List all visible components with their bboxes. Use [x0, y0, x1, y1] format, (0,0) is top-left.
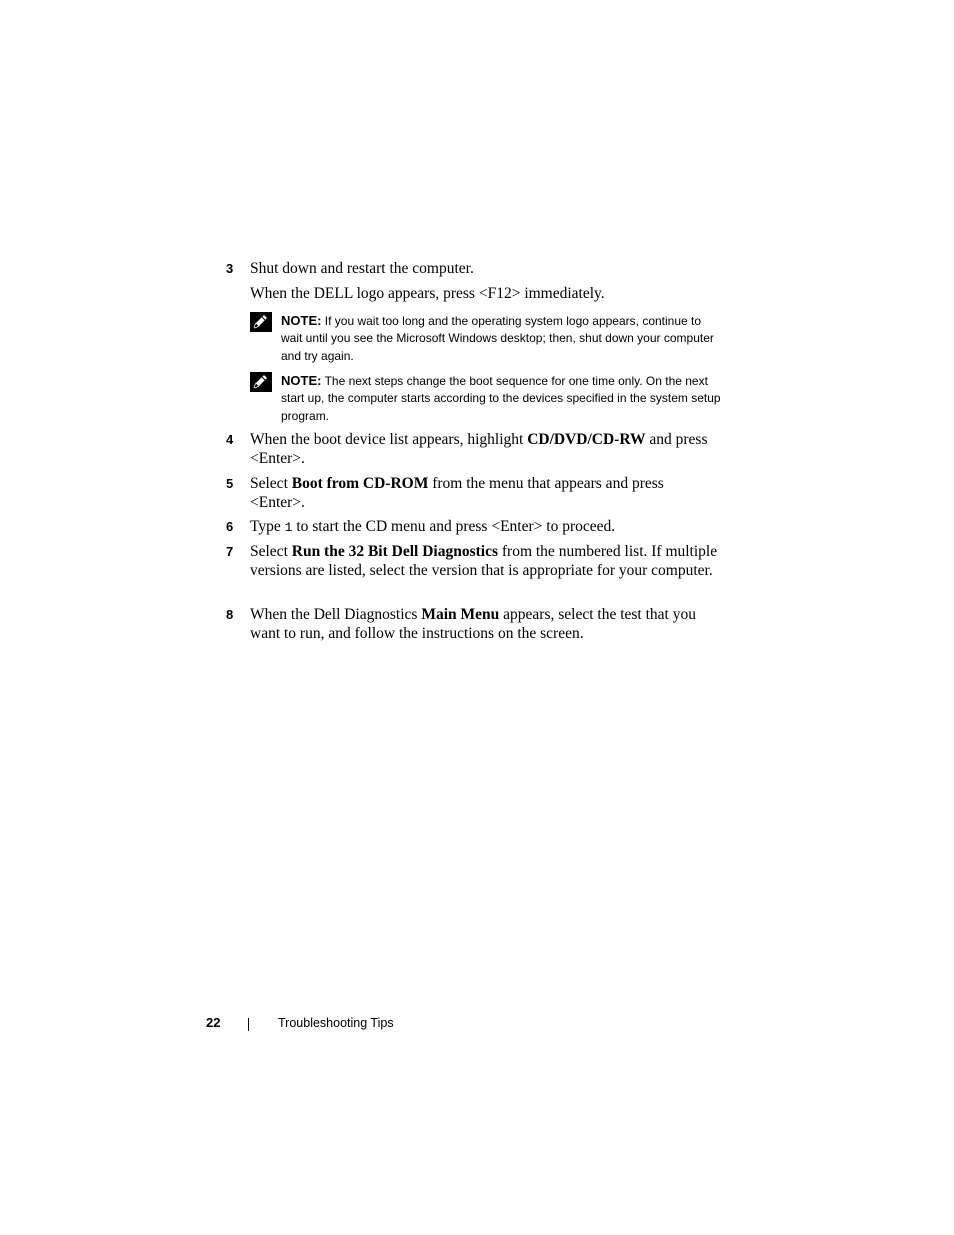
step-number: 3	[226, 261, 234, 276]
note-pencil-icon	[250, 312, 272, 332]
note-pencil-icon	[250, 372, 272, 392]
footer-section-title: Troubleshooting Tips	[278, 1016, 394, 1030]
step-number: 7	[226, 544, 234, 559]
step-number: 4	[226, 432, 234, 447]
code-text: 1	[284, 520, 293, 535]
step-number: 6	[226, 519, 234, 534]
step-text: Shut down and restart the computer.	[250, 260, 474, 277]
step-number: 8	[226, 607, 234, 622]
note-label: NOTE:	[281, 313, 322, 328]
step-text: Type 1 to start the CD menu and press <Enter> to proceed.	[250, 518, 616, 535]
step-text: Select Run the 32 Bit Dell Diagnostics from the numbered list. If multiple versions are listed, select the version that is appropriate for your computer.	[250, 543, 718, 579]
step-text: Select Boot from CD-ROM from the menu that appears and press <Enter>.	[250, 475, 664, 511]
footer-separator	[248, 1018, 249, 1031]
step-number: 5	[226, 476, 234, 491]
step-3-subtext: When the DELL logo appears, press <F12> immediately.	[250, 285, 605, 302]
step-text: When the Dell Diagnostics Main Menu appears, select the test that you want to run, and follow the instructions on the screen.	[250, 606, 696, 642]
note-text: NOTE: The next steps change the boot sequence for one time only. On the next start up, the computer starts according to the devices specified in the system setup program.	[281, 373, 721, 423]
note-label: NOTE:	[281, 373, 322, 388]
page-number: 22	[206, 1015, 221, 1030]
note-text: NOTE: If you wait too long and the operating system logo appears, continue to wait until you see the Microsoft Windows desktop; then, shut down your computer and try again.	[281, 313, 714, 363]
step-text: When the boot device list appears, highlight CD/DVD/CD-RW and press <Enter>.	[250, 431, 708, 467]
